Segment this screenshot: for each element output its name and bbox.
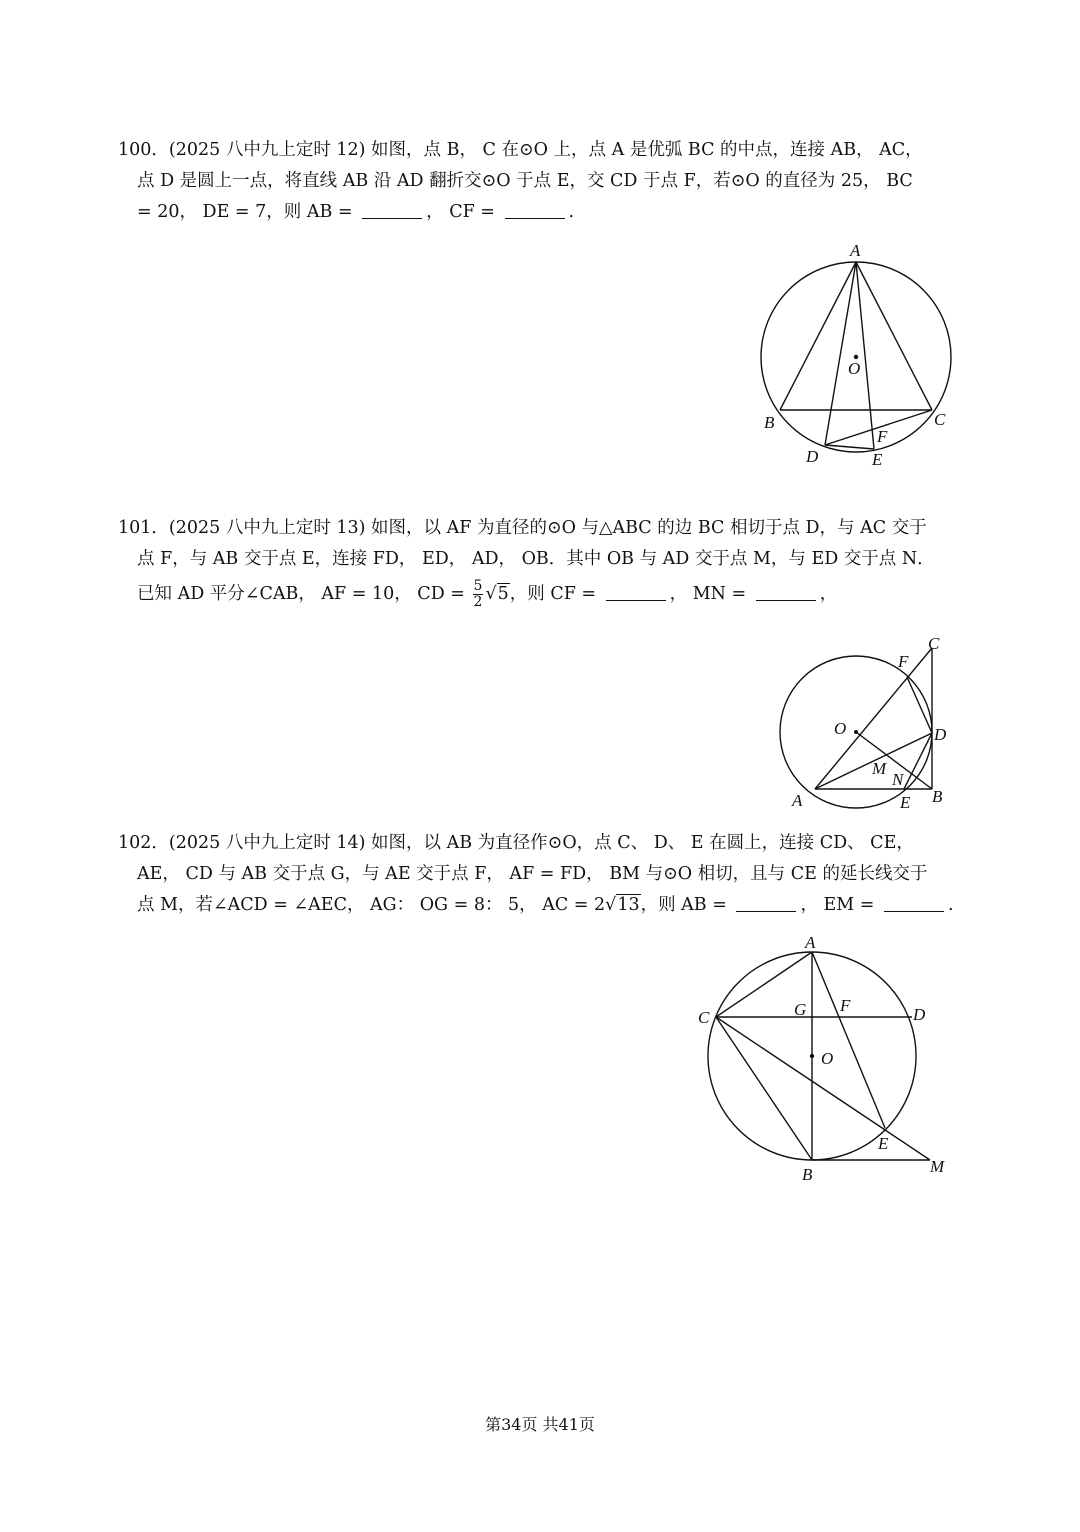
label-o: O xyxy=(848,359,861,378)
label-o: O xyxy=(821,1049,834,1068)
problem-102-line-1: 102．(2025 八中九上定时 14) 如图，以 AB 为直径作⊙O，点 C、 D、 E 在圆上，连接 CD、 CE， xyxy=(118,833,914,853)
problem-100-end: . xyxy=(568,202,575,222)
problem-102-line-2: AE， CD 与 AB 交于点 G，与 AE 交于点 F， AF = FD， BM 与⊙O 相切，且与 CE 的延长线交于 xyxy=(137,864,928,884)
problem-101-sep: ， MN = xyxy=(669,584,752,604)
problem-102-line-3: 点 M，若∠ACD = ∠AEC， AG： OG = 8： 5， AC = 2√13，则 AB = ， EM = . xyxy=(137,895,954,915)
fraction-numerator: 5 xyxy=(473,578,483,594)
label-f: F xyxy=(898,652,909,671)
label-o: O xyxy=(834,719,847,738)
problem-101-line-2: 点 F，与 AB 交于点 E，连接 FD， ED， AD， OB．其中 OB 与 AD 交于点 M，与 ED 交于点 N． xyxy=(137,549,935,569)
label-e: E xyxy=(872,450,883,469)
problem-100-sep: ， CF = xyxy=(426,202,501,222)
problem-101-line-3-text: 已知 AD 平分∠CAB， AF = 10， CD = xyxy=(137,584,471,604)
page-footer: 第34页 共41页 xyxy=(485,1415,595,1434)
label-b: B xyxy=(802,1165,813,1184)
label-f: F xyxy=(877,427,888,446)
problem-100-line-2: 点 D 是圆上一点，将直线 AB 沿 AD 翻折交⊙O 于点 E，交 CD 于点 F，若⊙O 的直径为 25， BC xyxy=(137,171,913,191)
label-c: C xyxy=(934,410,946,429)
label-c: C xyxy=(928,634,940,653)
sqrt-radicand: 13 xyxy=(617,895,640,915)
label-a: A xyxy=(792,791,803,810)
label-d: D xyxy=(806,447,819,466)
sqrt-radicand: 5 xyxy=(497,584,509,604)
problem-102-sep: ， EM = xyxy=(800,895,881,915)
label-m: M xyxy=(930,1157,945,1176)
label-n: N xyxy=(892,770,904,789)
fraction-denominator: 2 xyxy=(473,594,483,610)
problem-102-line-3-text: 点 M，若∠ACD = ∠AEC， AG： OG = 8： 5， AC = 2 xyxy=(137,895,606,915)
segment-ae xyxy=(812,952,885,1128)
label-e: E xyxy=(878,1134,889,1153)
label-b: B xyxy=(764,413,775,432)
problem-100-line-1: 100．(2025 八中九上定时 12) 如图，点 B， C 在⊙O 上，点 A 是优弧 BC 的中点，连接 AB， AC， xyxy=(118,140,923,160)
problem-101-then: ，则 CF = xyxy=(509,584,602,604)
label-a: A xyxy=(805,933,816,952)
label-b: B xyxy=(932,787,943,806)
problem-102-then: ，则 AB = xyxy=(640,895,733,915)
segment-cb xyxy=(716,1017,812,1160)
problem-101-line-1: 101．(2025 八中九上定时 13) 如图，以 AF 为直径的⊙O 与△ABC 的边 BC 相切于点 D，与 AC 交于 xyxy=(118,518,927,538)
label-d: D xyxy=(913,1005,926,1024)
label-f: F xyxy=(840,996,851,1015)
label-c: C xyxy=(698,1008,710,1027)
problem-101-end: ， xyxy=(819,584,838,604)
label-a: A xyxy=(850,241,861,260)
label-g: G xyxy=(794,1000,807,1019)
label-m: M xyxy=(872,759,887,778)
problem-102-end: . xyxy=(948,895,954,915)
label-e: E xyxy=(900,793,911,812)
label-d: D xyxy=(934,725,947,744)
problem-100-line-3-text: = 20， DE = 7，则 AB = xyxy=(137,202,359,222)
problem-101-line-3: 已知 AD 平分∠CAB， AF = 10， CD = $\frac{5}{2}$ √5，则 CF = ， MN = ， xyxy=(137,578,838,610)
